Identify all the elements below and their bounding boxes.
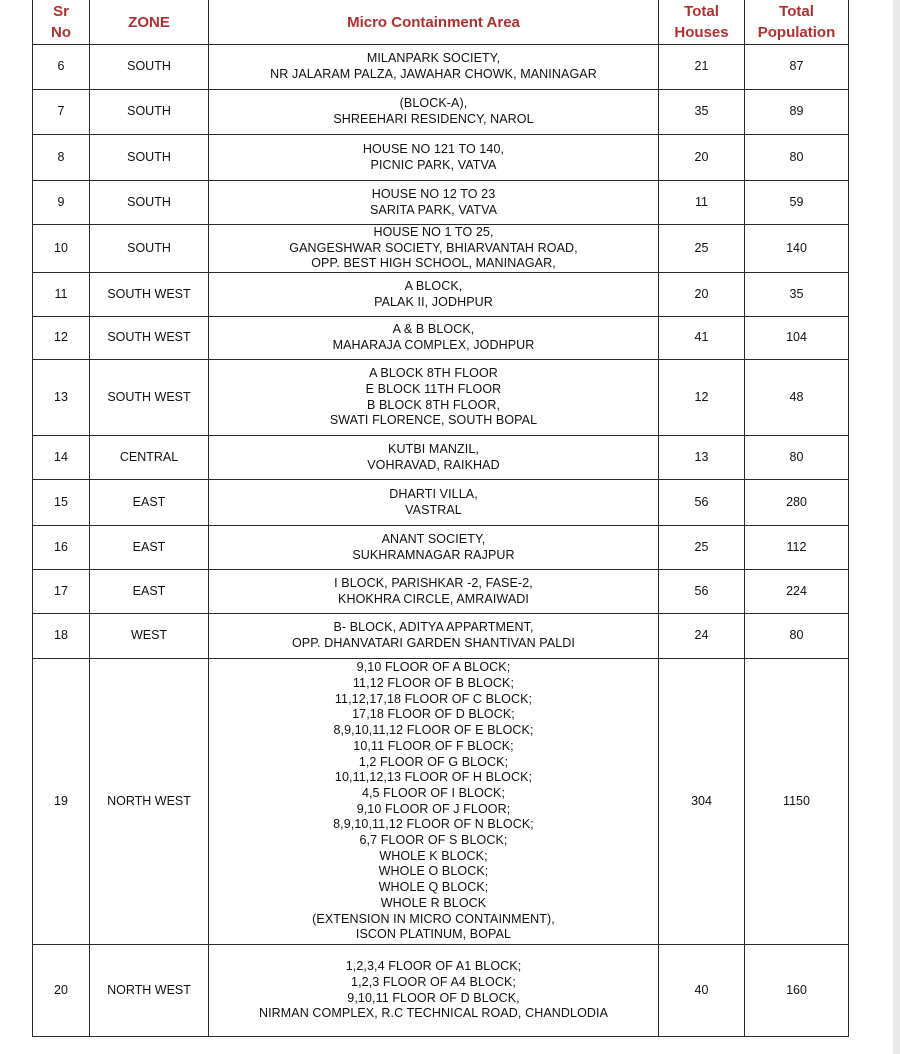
cell-zone: NORTH WEST xyxy=(90,945,209,1037)
area-line: GANGESHWAR SOCIETY, BHIARVANTAH ROAD, xyxy=(289,240,578,255)
cell-sr-no: 6 xyxy=(33,45,90,90)
area-line: B- BLOCK, ADITYA APPARTMENT, xyxy=(333,620,534,635)
cell-total-houses: 20 xyxy=(659,273,745,317)
cell-area xyxy=(209,436,659,480)
cell-area xyxy=(209,135,659,181)
cell-sr-no: 13 xyxy=(33,360,90,436)
page-edge-strip xyxy=(893,0,900,1054)
area-line: 9,10,11 FLOOR OF D BLOCK, xyxy=(347,990,520,1005)
cell-area xyxy=(209,317,659,360)
cell-total-population: 80 xyxy=(745,436,849,480)
cell-zone: SOUTH xyxy=(90,181,209,225)
cell-sr-no: 12 xyxy=(33,317,90,360)
cell-area xyxy=(209,614,659,659)
cell-area xyxy=(209,225,659,273)
area-line: SHREEHARI RESIDENCY, NAROL xyxy=(333,112,534,126)
cell-total-population: 224 xyxy=(745,570,849,614)
table-row xyxy=(33,317,849,360)
header-total-population xyxy=(745,0,849,45)
cell-total-population: 112 xyxy=(745,526,849,570)
header-total-houses xyxy=(659,0,745,45)
cell-sr-no: 11 xyxy=(33,273,90,317)
table-row xyxy=(33,945,849,1037)
area-line: I BLOCK, PARISHKAR -2, FASE-2, xyxy=(334,575,533,590)
table-row xyxy=(33,90,849,135)
area-line: 6,7 FLOOR OF S BLOCK; xyxy=(359,833,508,848)
cell-total-houses: 25 xyxy=(659,526,745,570)
cell-total-houses: 56 xyxy=(659,570,745,614)
area-line: 8,9,10,11,12 FLOOR OF E BLOCK; xyxy=(333,723,534,738)
cell-area xyxy=(209,526,659,570)
area-line: 1,2,3,4 FLOOR OF A1 BLOCK; xyxy=(345,959,522,974)
cell-zone: SOUTH xyxy=(90,90,209,135)
area-line: 9,10 FLOOR OF J FLOOR; xyxy=(356,801,511,816)
table-row xyxy=(33,360,849,436)
table-row xyxy=(33,135,849,181)
header-sr-no-line1: Sr xyxy=(53,3,69,20)
area-line: MILANPARK SOCIETY, xyxy=(366,51,501,66)
area-line: 4,5 FLOOR OF I BLOCK; xyxy=(361,785,506,800)
area-line: 1,2 FLOOR OF G BLOCK; xyxy=(358,754,509,769)
table-row xyxy=(33,614,849,659)
area-line: ANANT SOCIETY, xyxy=(381,531,486,546)
area-line: (BLOCK-A), xyxy=(399,96,468,111)
cell-zone: SOUTH xyxy=(90,135,209,181)
area-line: SWATI FLORENCE, SOUTH BOPAL xyxy=(329,413,538,428)
area-line: WHOLE K BLOCK; xyxy=(379,848,488,863)
cell-area xyxy=(209,273,659,317)
area-line: A & B BLOCK, xyxy=(392,322,475,337)
area-line: 10,11 FLOOR OF F BLOCK; xyxy=(353,738,514,753)
area-line: NR JALARAM PALZA, JAWAHAR CHOWK, MANINAGAR xyxy=(270,67,597,81)
cell-sr-no: 8 xyxy=(33,135,90,181)
area-line: PALAK II, JODHPUR xyxy=(374,294,493,309)
cell-zone: EAST xyxy=(90,526,209,570)
header-sr-no-line2: No xyxy=(51,24,71,41)
area-line: HOUSE NO 12 TO 23 xyxy=(371,186,496,201)
cell-total-population: 104 xyxy=(745,317,849,360)
cell-zone: SOUTH xyxy=(90,45,209,90)
cell-sr-no: 19 xyxy=(33,659,90,945)
cell-total-houses: 40 xyxy=(659,945,745,1037)
header-houses-line1: Total xyxy=(684,3,719,20)
area-line: ISCON PLATINUM, BOPAL xyxy=(355,927,512,942)
area-line: HOUSE NO 121 TO 140, xyxy=(362,141,505,156)
area-line: A BLOCK 8TH FLOOR xyxy=(369,366,498,381)
area-line: HOUSE NO 1 TO 25, xyxy=(373,225,494,239)
cell-area xyxy=(209,45,659,90)
cell-total-houses: 24 xyxy=(659,614,745,659)
cell-total-population: 140 xyxy=(745,225,849,273)
cell-sr-no: 15 xyxy=(33,480,90,526)
cell-total-houses: 13 xyxy=(659,436,745,480)
header-area: Micro Containment Area xyxy=(209,0,659,45)
table-row xyxy=(33,45,849,90)
area-line: SUKHRAMNAGAR RAJPUR xyxy=(352,547,515,562)
area-line: MAHARAJA COMPLEX, JODHPUR xyxy=(332,338,535,353)
cell-total-population: 87 xyxy=(745,45,849,90)
area-line: DHARTI VILLA, xyxy=(389,486,478,501)
area-line: KUTBI MANZIL, xyxy=(388,441,479,456)
cell-total-houses: 11 xyxy=(659,181,745,225)
table-row xyxy=(33,659,849,945)
cell-area xyxy=(209,659,659,945)
header-houses-line2: Houses xyxy=(674,24,729,41)
cell-zone: CENTRAL xyxy=(90,436,209,480)
area-line: 17,18 FLOOR OF D BLOCK; xyxy=(352,707,515,722)
area-line: 1,2,3 FLOOR OF A4 BLOCK; xyxy=(351,974,516,989)
table-row xyxy=(33,181,849,225)
cell-total-houses: 304 xyxy=(659,659,745,945)
cell-total-population: 80 xyxy=(745,614,849,659)
area-line: VOHRAVAD, RAIKHAD xyxy=(367,457,500,472)
cell-area xyxy=(209,945,659,1037)
cell-total-population: 1150 xyxy=(745,659,849,945)
header-population-line1: Total xyxy=(779,3,814,20)
area-line: (EXTENSION IN MICRO CONTAINMENT), xyxy=(312,911,555,926)
cell-sr-no: 7 xyxy=(33,90,90,135)
area-line: A BLOCK, xyxy=(404,278,463,293)
cell-total-population: 160 xyxy=(745,945,849,1037)
containment-table xyxy=(32,0,849,1037)
cell-area xyxy=(209,480,659,526)
area-line: 11,12,17,18 FLOOR OF C BLOCK; xyxy=(334,691,533,706)
area-line: WHOLE O BLOCK; xyxy=(378,864,489,879)
cell-total-houses: 41 xyxy=(659,317,745,360)
area-line: VASTRAL xyxy=(405,502,462,517)
cell-zone: SOUTH xyxy=(90,225,209,273)
cell-total-houses: 56 xyxy=(659,480,745,526)
area-line: B BLOCK 8TH FLOOR, xyxy=(366,397,501,412)
cell-sr-no: 10 xyxy=(33,225,90,273)
cell-sr-no: 14 xyxy=(33,436,90,480)
cell-zone: EAST xyxy=(90,570,209,614)
table-header xyxy=(33,0,849,45)
cell-zone: NORTH WEST xyxy=(90,659,209,945)
area-line: OPP. DHANVATARI GARDEN SHANTIVAN PALDI xyxy=(291,636,576,651)
table-row xyxy=(33,526,849,570)
cell-sr-no: 17 xyxy=(33,570,90,614)
cell-total-population: 35 xyxy=(745,273,849,317)
cell-total-houses: 35 xyxy=(659,90,745,135)
cell-zone: EAST xyxy=(90,480,209,526)
area-line: WHOLE Q BLOCK; xyxy=(378,880,489,895)
area-line: SARITA PARK, VATVA xyxy=(369,202,498,217)
cell-total-population: 59 xyxy=(745,181,849,225)
cell-area xyxy=(209,570,659,614)
cell-zone: SOUTH WEST xyxy=(90,360,209,436)
cell-zone: SOUTH WEST xyxy=(90,317,209,360)
cell-sr-no: 9 xyxy=(33,181,90,225)
table-row xyxy=(33,480,849,526)
cell-sr-no: 18 xyxy=(33,614,90,659)
table-body xyxy=(33,45,849,1037)
cell-zone: SOUTH WEST xyxy=(90,273,209,317)
table-row xyxy=(33,436,849,480)
area-line: NIRMAN COMPLEX, R.C TECHNICAL ROAD, CHANDLODIA xyxy=(258,1006,609,1021)
cell-total-population: 48 xyxy=(745,360,849,436)
area-line: 8,9,10,11,12 FLOOR OF N BLOCK; xyxy=(333,817,534,832)
table-row xyxy=(33,225,849,273)
cell-total-population: 80 xyxy=(745,135,849,181)
area-line: WHOLE R BLOCK xyxy=(380,895,487,910)
cell-area xyxy=(209,181,659,225)
table-row xyxy=(33,273,849,317)
area-line: KHOKHRA CIRCLE, AMRAIWADI xyxy=(338,591,529,606)
area-line: PICNIC PARK, VATVA xyxy=(370,157,497,172)
cell-total-population: 89 xyxy=(745,90,849,135)
area-line: 10,11,12,13 FLOOR OF H BLOCK; xyxy=(334,770,533,785)
cell-total-houses: 20 xyxy=(659,135,745,181)
header-row xyxy=(33,0,849,45)
table-row xyxy=(33,570,849,614)
header-sr-no xyxy=(33,0,90,45)
cell-total-houses: 12 xyxy=(659,360,745,436)
area-line: E BLOCK 11TH FLOOR xyxy=(365,381,502,396)
cell-total-population: 280 xyxy=(745,480,849,526)
area-line: 9,10 FLOOR OF A BLOCK; xyxy=(356,660,511,675)
area-line: 11,12 FLOOR OF B BLOCK; xyxy=(352,675,515,690)
cell-sr-no: 20 xyxy=(33,945,90,1037)
cell-total-houses: 25 xyxy=(659,225,745,273)
cell-sr-no: 16 xyxy=(33,526,90,570)
header-population-line2: Population xyxy=(757,24,836,41)
area-line: OPP. BEST HIGH SCHOOL, MANINAGAR, xyxy=(311,256,556,271)
cell-total-houses: 21 xyxy=(659,45,745,90)
cell-area xyxy=(209,360,659,436)
header-zone: ZONE xyxy=(90,0,209,45)
cell-area xyxy=(209,90,659,135)
cell-zone: WEST xyxy=(90,614,209,659)
